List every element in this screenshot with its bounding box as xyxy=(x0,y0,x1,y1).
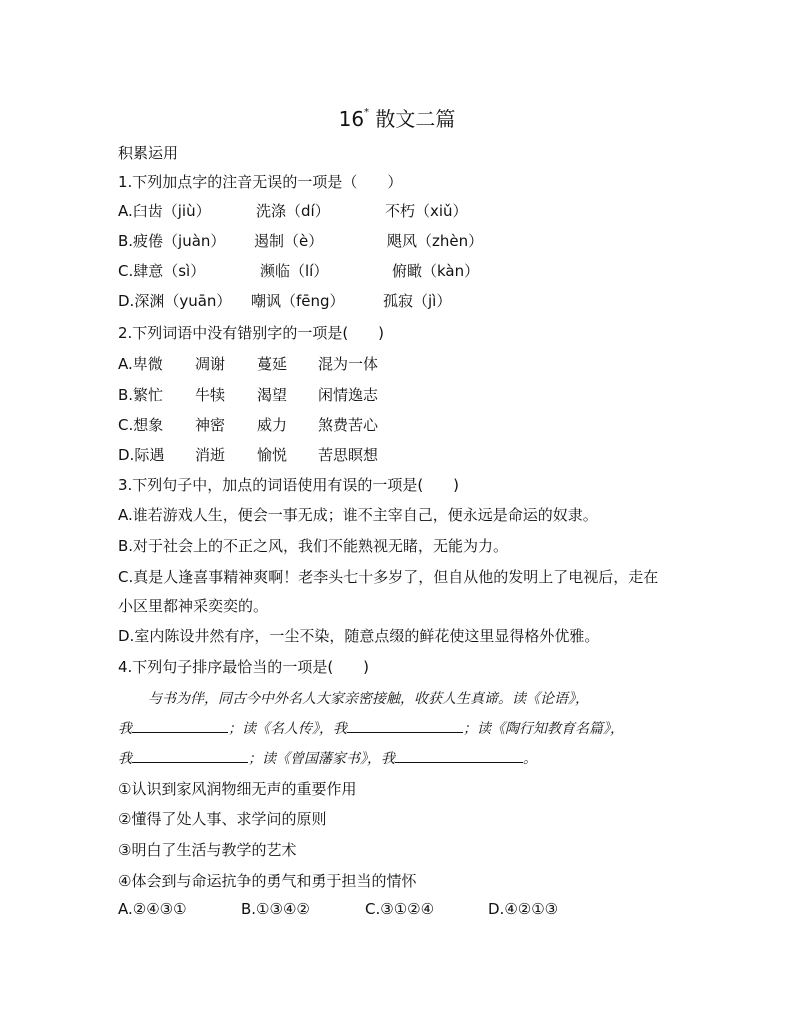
q3-option-c-line2: 小区里都神采奕奕的。 xyxy=(118,597,269,615)
q4-option-b: B.①③④② xyxy=(241,900,310,918)
q2-d1: D.际遇 xyxy=(118,446,165,464)
q4-item-3: ③明白了生活与教学的艺术 xyxy=(118,841,297,859)
q4-option-d: D.④②①③ xyxy=(488,900,559,918)
title-star: * xyxy=(364,107,370,119)
q4-passage-line3 xyxy=(118,748,537,768)
q2-a2: 凋谢 xyxy=(195,355,226,373)
q3-option-a: A.谁若游戏人生，便会一事无成；谁不主宰自己，便永远是命运的奴隶。 xyxy=(118,506,598,524)
q1-stem: 1.下列加点字的注音无误的一项是（ ） xyxy=(118,173,403,191)
q1-b2: 遏制（è） xyxy=(254,232,324,250)
q1-a2: 洗涤（dí） xyxy=(256,202,330,220)
q2-d4: 苦思瞑想 xyxy=(318,446,379,464)
section-heading: 积累运用 xyxy=(118,144,179,162)
title-number: 16 xyxy=(338,107,365,131)
q1-c1: C.肆意（sì） xyxy=(118,262,206,280)
q4-stem: 4.下列句子排序最恰当的一项是( ) xyxy=(118,658,370,676)
q1-b1: B.疲倦（juàn） xyxy=(118,232,226,250)
blank-1[interactable] xyxy=(132,718,228,733)
blank-3[interactable] xyxy=(132,748,248,763)
q4-p3-b: ；读《曾国藩家书》，我 xyxy=(248,751,395,767)
q4-p3-a: 我 xyxy=(118,751,132,767)
q2-d2: 消逝 xyxy=(195,446,226,464)
q4-passage-line2 xyxy=(118,718,624,738)
q2-d3: 愉悦 xyxy=(257,446,288,464)
q3-option-b: B.对于社会上的不正之风，我们不能熟视无睹，无能为力。 xyxy=(118,537,509,555)
q2-c1: C.想象 xyxy=(118,416,164,434)
q1-c2: 濒临（lí） xyxy=(260,262,329,280)
blank-4[interactable] xyxy=(395,748,523,763)
q2-b4: 闲情逸志 xyxy=(318,386,379,404)
q1-d3: 孤寂（jì） xyxy=(383,292,452,310)
q2-stem: 2.下列词语中没有错别字的一项是( ) xyxy=(118,324,385,342)
q2-a1: A.卑微 xyxy=(118,355,163,373)
q1-b3: 飓风（zhèn） xyxy=(387,232,484,250)
q2-b2: 牛犊 xyxy=(195,386,226,404)
q1-d1: D.深渊（yuān） xyxy=(118,292,232,310)
q4-passage-line1: 与书为伴，同古今中外名人大家亲密接触，收获人生真谛。读《论语》， xyxy=(148,691,589,707)
q2-b1: B.繁忙 xyxy=(118,386,164,404)
q2-c4: 煞费苦心 xyxy=(318,416,379,434)
q2-b3: 渴望 xyxy=(257,386,288,404)
q4-p2-c: ；读《陶行知教育名篇》， xyxy=(463,721,624,737)
q1-c3: 俯瞰（kàn） xyxy=(392,262,480,280)
q4-p2-b: ；读《名人传》，我 xyxy=(228,721,347,737)
q4-p3-c: 。 xyxy=(523,751,537,767)
title-text: 散文二篇 xyxy=(375,107,456,131)
q4-item-4: ④体会到与命运抗争的勇气和勇于担当的情怀 xyxy=(118,872,417,890)
page-title xyxy=(0,103,794,132)
q2-a3: 蔓延 xyxy=(257,355,288,373)
q4-item-2: ②懂得了处人事、求学问的原则 xyxy=(118,810,327,828)
q1-a3: 不朽（xiǔ） xyxy=(385,202,468,220)
blank-2[interactable] xyxy=(347,718,463,733)
q3-stem: 3.下列句子中，加点的词语使用有误的一项是( ) xyxy=(118,476,460,494)
q2-a4: 混为一体 xyxy=(318,355,379,373)
q4-item-1: ①认识到家风润物细无声的重要作用 xyxy=(118,780,357,798)
q1-d2: 嘲讽（fēng） xyxy=(251,292,345,310)
q4-option-a: A.②④③① xyxy=(118,900,187,918)
q3-option-d: D.室内陈设井然有序，一尘不染，随意点缀的鲜花使这里显得格外优雅。 xyxy=(118,627,600,645)
q2-c3: 威力 xyxy=(257,416,288,434)
q4-p2-a: 我 xyxy=(118,721,132,737)
q4-option-c: C.③①②④ xyxy=(365,900,435,918)
q3-option-c-line1: C.真是人逢喜事精神爽啊！老李头七十多岁了，但自从他的发明上了电视后，走在 xyxy=(118,568,659,586)
q1-a1: A.臼齿（jiù） xyxy=(118,202,211,220)
q2-c2: 神密 xyxy=(195,416,226,434)
